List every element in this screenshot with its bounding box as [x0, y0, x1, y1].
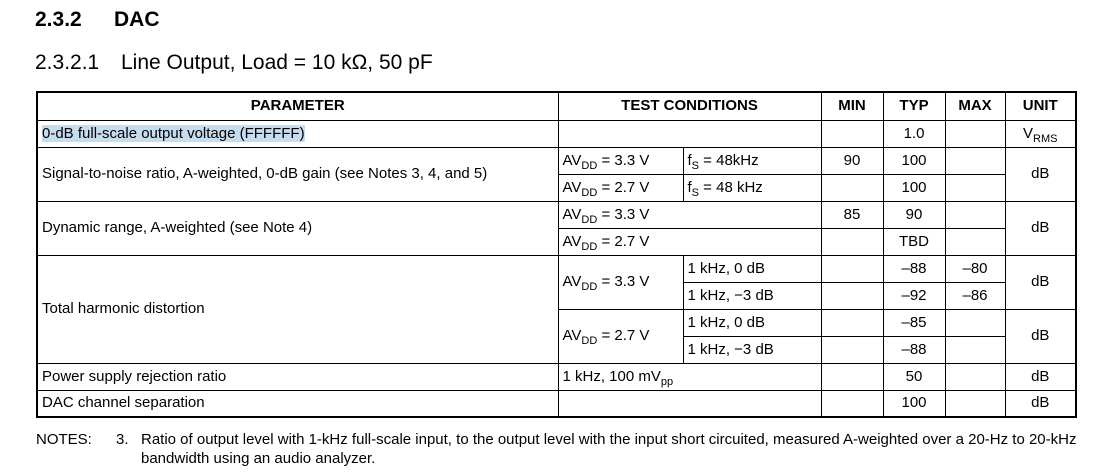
max-value: –86 — [945, 282, 1005, 309]
cond-avdd: $AV_{DD} = 2.7$ V — [558, 309, 683, 363]
max-empty — [945, 147, 1005, 174]
table-row — [37, 390, 1076, 417]
header-test-conditions: TEST CONDITIONS — [558, 92, 821, 120]
min-value: 85 — [821, 201, 883, 228]
subsection-title: Line Output, Load = 10 kΩ, 50 pF — [121, 51, 433, 74]
max-empty — [945, 120, 1005, 147]
typ-value: –85 — [883, 309, 945, 336]
cond-empty — [558, 390, 821, 417]
param-snr: Signal-to-noise ratio, A-weighted, 0-dB gain (see Notes 3, 4, and 5) — [37, 147, 558, 201]
param-psrr: Power supply rejection ratio — [37, 363, 558, 390]
table-row — [37, 120, 1076, 147]
section-title: DAC — [114, 8, 160, 31]
table-row — [37, 201, 1076, 228]
cond-avdd: $AV_{DD} = 2.7$ V — [558, 228, 821, 255]
typ-value: 1.0 — [883, 120, 945, 147]
header-typ: TYP — [883, 92, 945, 120]
header-row — [37, 92, 1076, 120]
cond-avdd: $AV_{DD} = 3.3$ V — [558, 201, 821, 228]
unit-value: dB — [1005, 390, 1076, 417]
max-empty — [945, 201, 1005, 228]
cond-psrr: 1 kHz, 100 $mV_{pp}$ — [558, 363, 821, 390]
param-thd: Total harmonic distortion — [37, 255, 558, 363]
unit-value: dB — [1005, 309, 1076, 363]
section-heading — [35, 8, 160, 32]
typ-value: –88 — [883, 336, 945, 363]
min-empty — [821, 390, 883, 417]
min-empty — [821, 174, 883, 201]
max-empty — [945, 174, 1005, 201]
param-fs-output[interactable] — [37, 120, 558, 147]
unit-value: $V_{RMS}$ — [1005, 120, 1076, 147]
min-value: 90 — [821, 147, 883, 174]
unit-value: dB — [1005, 147, 1076, 201]
cond-freq-level: 1 kHz, 0 dB — [683, 255, 821, 282]
min-empty — [821, 255, 883, 282]
param-separation: DAC channel separation — [37, 390, 558, 417]
cond-avdd: $AV_{DD} = 2.7$ V — [558, 174, 683, 201]
min-empty — [821, 336, 883, 363]
cond-fs: $f_S = 48$ kHz — [683, 174, 821, 201]
typ-value: 100 — [883, 390, 945, 417]
typ-value: TBD — [883, 228, 945, 255]
selected-text[interactable]: 0-dB full-scale output voltage (FFFFFF) — [42, 124, 305, 142]
unit-value: dB — [1005, 201, 1076, 255]
typ-value: –88 — [883, 255, 945, 282]
typ-value: 100 — [883, 147, 945, 174]
max-value: –80 — [945, 255, 1005, 282]
cond-freq-level: 1 kHz, −3 dB — [683, 282, 821, 309]
min-empty — [821, 120, 883, 147]
note-text: Ratio of output level with 1-kHz full-scale input, to the output level with the input short circuited, measured A-weighted over a 20-Hz to 20-kHz bandwidth using an audio analyzer. — [141, 431, 1077, 467]
table-row — [37, 363, 1076, 390]
cond-avdd: $AV_{DD} = 3.3$ V — [558, 255, 683, 309]
min-empty — [821, 228, 883, 255]
unit-value: dB — [1005, 363, 1076, 390]
table-row — [37, 255, 1076, 282]
cond-empty — [558, 120, 821, 147]
min-empty — [821, 363, 883, 390]
min-empty — [821, 282, 883, 309]
max-empty — [945, 363, 1005, 390]
header-max: MAX — [945, 92, 1005, 120]
header-min: MIN — [821, 92, 883, 120]
unit-value: dB — [1005, 255, 1076, 309]
note-number: 3. — [116, 431, 129, 448]
table-row — [37, 147, 1076, 174]
cond-avdd: $AV_{DD} = 3.3$ V — [558, 147, 683, 174]
typ-value: –92 — [883, 282, 945, 309]
notes-label: NOTES: — [36, 431, 92, 448]
section-number: 2.3.2 — [35, 8, 82, 31]
dac-spec-table — [36, 91, 1077, 418]
typ-value: 50 — [883, 363, 945, 390]
max-empty — [945, 309, 1005, 336]
cond-freq-level: 1 kHz, 0 dB — [683, 309, 821, 336]
subsection-number: 2.3.2.1 — [35, 51, 100, 74]
header-parameter: PARAMETER — [37, 92, 558, 120]
header-unit: UNIT — [1005, 92, 1076, 120]
param-dynamic-range: Dynamic range, A-weighted (see Note 4) — [37, 201, 558, 255]
min-empty — [821, 309, 883, 336]
typ-value: 90 — [883, 201, 945, 228]
max-empty — [945, 228, 1005, 255]
cond-freq-level: 1 kHz, −3 dB — [683, 336, 821, 363]
subsection-heading — [35, 51, 433, 75]
cond-fs: $f_S = 48kHz$ — [683, 147, 821, 174]
max-empty — [945, 336, 1005, 363]
max-empty — [945, 390, 1005, 417]
typ-value: 100 — [883, 174, 945, 201]
